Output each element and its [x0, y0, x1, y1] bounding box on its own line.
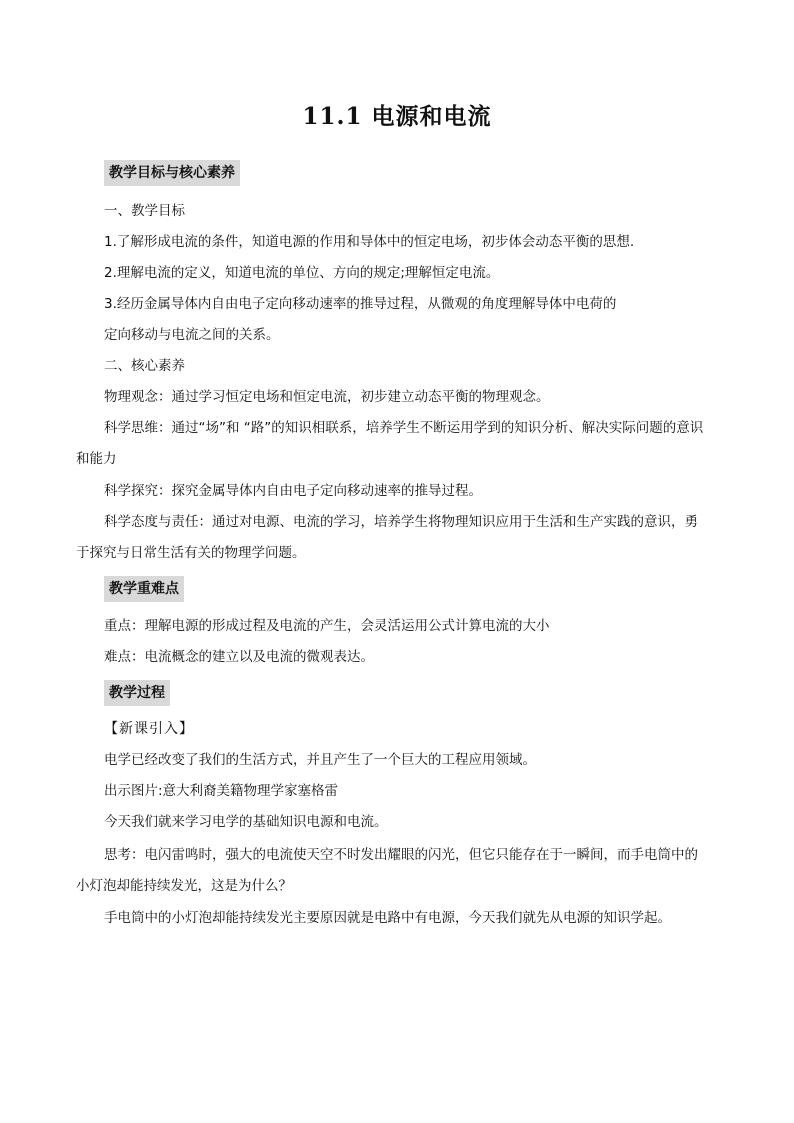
- text-line: 今天我们就来学习电学的基础知识电源和电流。: [104, 814, 388, 830]
- text-line: 于探究与日常生活有关的物理学问题。: [76, 545, 306, 561]
- text-line: 定向移动与电流之间的关系。: [104, 327, 280, 343]
- page-title: 11.1 电源和电流: [302, 103, 492, 130]
- text-line: 和能力: [76, 451, 117, 467]
- section-heading-goals: 教学目标与核心素养: [104, 160, 240, 186]
- text-line: 电学已经改变了我们的生活方式，并且产生了一个巨大的工程应用领域。: [104, 752, 536, 768]
- section-heading-key-points: 教学重难点: [104, 576, 184, 602]
- text-line: 科学思维：通过“场”和 “路”的知识相联系，培养学生不断运用学到的知识分析、解决实际问题的意识: [104, 420, 704, 436]
- text-line: 小灯泡却能持续发光，这是为什么？: [76, 878, 292, 894]
- text-line: 1.了解形成电流的条件，知道电源的作用和导体中的恒定电场，初步体会动态平衡的思想.: [104, 234, 635, 250]
- text-line: 2.理解电流的定义，知道电流的单位、方向的规定;理解恒定电流。: [104, 265, 500, 281]
- text-line: 物理观念：通过学习恒定电场和恒定电流，初步建立动态平衡的物理观念。: [104, 389, 550, 405]
- text-line: 重点：理解电源的形成过程及电流的产生，会灵活运用公式计算电流的大小: [104, 618, 550, 634]
- text-line: 科学态度与责任：通过对电源、电流的学习，培养学生将物理知识应用于生活和生产实践的意识，勇: [104, 514, 698, 530]
- text-line: 【新课引入】: [104, 721, 194, 737]
- text-line: 科学探究：探究金属导体内自由电子定向移动速率的推导过程。: [104, 483, 482, 499]
- text-line: 思考：电闪雷鸣时，强大的电流使天空不时发出耀眼的闪光，但它只能存在于一瞬间，而手电筒中的: [104, 847, 698, 863]
- text-line: 手电筒中的小灯泡却能持续发光主要原因就是电路中有电源，今天我们就先从电源的知识学起。: [104, 910, 671, 926]
- text-line: 3.经历金属导体内自由电子定向移动速率的推导过程，从微观的角度理解导体中电荷的: [104, 296, 617, 312]
- text-line: 难点：电流概念的建立以及电流的微观表达。: [104, 649, 374, 665]
- section-heading-process: 教学过程: [104, 680, 170, 706]
- text-line: 出示图片:意大利裔美籍物理学家塞格雷: [104, 783, 339, 799]
- text-line: 一、教学目标: [104, 203, 185, 219]
- text-line: 二、核心素养: [104, 358, 185, 374]
